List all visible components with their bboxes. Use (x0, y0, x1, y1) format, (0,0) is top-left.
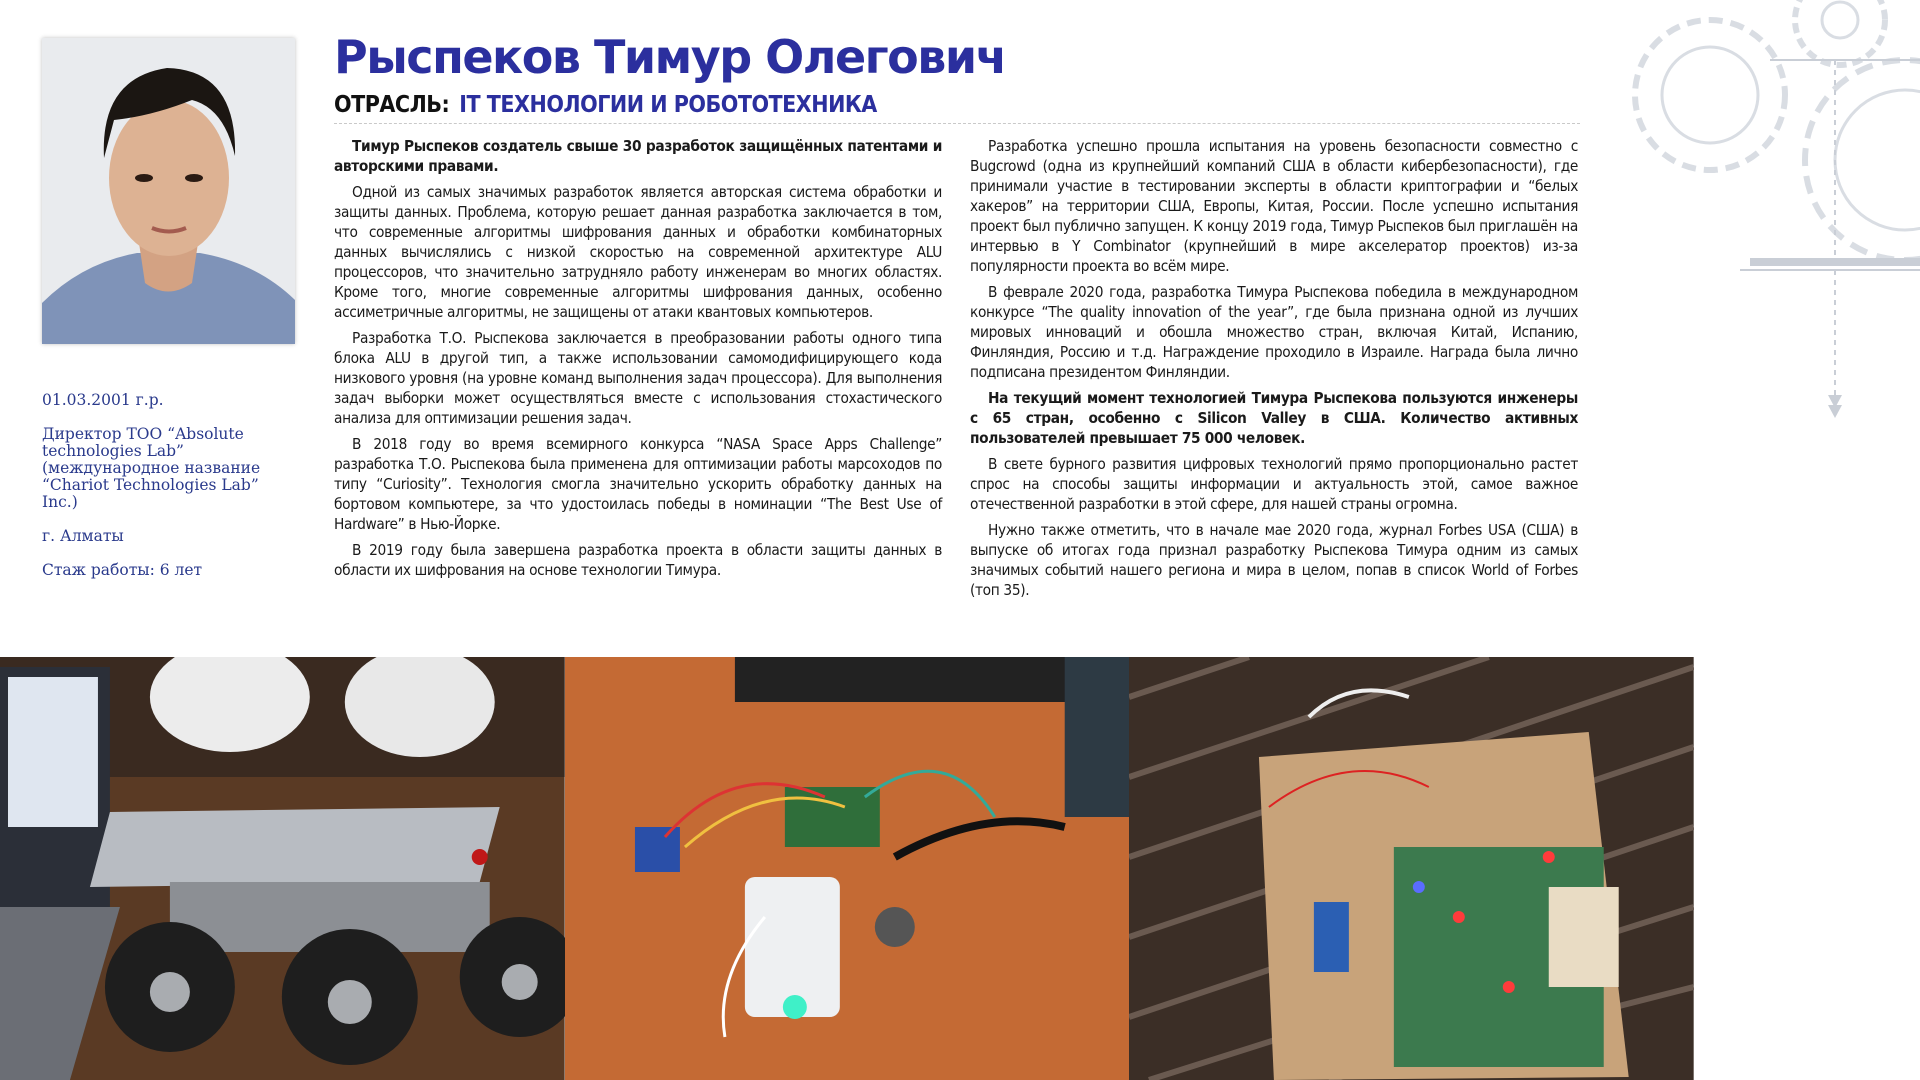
article-column-left (334, 136, 942, 586)
person-name: Рыспеков Тимур Олегович (334, 30, 1006, 84)
paragraph: На текущий момент технологией Тимура Рыспекова пользуются инженеры с 65 стран, особенно с Silicon Valley в США. Количество активных пользователей превышает 75 000 человек. (970, 389, 1578, 447)
industry-line (334, 92, 877, 118)
paragraph: В 2018 году во время всемирного конкурса “NASA Space Apps Challenge” разработка Т.О. Рыспекова была применена для оптимизации работы марсоходов по типу “Curiosity”. Технология смогла значительно ускорить обработку данных на бортовом компьютере, за что удостоилась победы в номинации “The Best Use of Hardware” в Нью-Йорке. (334, 435, 942, 533)
rover-robot-photo (0, 657, 565, 1080)
paragraph: Нужно также отметить, что в начале мае 2020 года, журнал Forbes USA (США) в выпуске об итогах года признал разработку Рыспекова Тимура одним из самых значимых событий нашего региона и мира в целом, попав в список World of Forbes (топ 35). (970, 521, 1578, 599)
article-column-right (970, 136, 1578, 606)
paragraph: Тимур Рыспеков создатель свыше 30 разработок защищённых патентами и авторскими правами. (334, 137, 942, 175)
industry-label: ОТРАСЛЬ: (334, 92, 450, 118)
paragraph: В свете бурного развития цифровых технологий прямо пропорционально растет спрос на способы защиты информации и актуальность этой, самое важное отечественной разработки в этой сфере, для нашей страны огромна. (970, 455, 1578, 513)
photo-gallery (0, 657, 1694, 1080)
gear-decoration (1600, 0, 1920, 480)
work-experience: Стаж работы: 6 лет (42, 561, 203, 579)
paragraph: В феврале 2020 года, разработка Тимура Рыспекова победила в международном конкурсе “The quality innovation of the year”, где была признана одной из лучших мировых инноваций и обошла множество стран, включая Китай, Испанию, Финляндия, Россию и т.д. Награждение проходило в Израиле. Награда была лично подписана президентом Финляндии. (970, 283, 1578, 381)
industry-value: IT ТЕХНОЛОГИИ И РОБОТОТЕХНИКА (459, 92, 877, 118)
paragraph: В 2019 году была завершена разработка проекта в области защиты данных в области их шифрования на основе технологии Тимура. (334, 541, 942, 579)
circuit-board-photo (1129, 657, 1694, 1080)
city: г. Алматы (42, 527, 124, 545)
arduino-circuit-photo (565, 657, 1130, 1080)
personal-info (42, 392, 292, 596)
paragraph: Разработка успешно прошла испытания на уровень безопасности совместно с Bugcrowd (одна из крупнейший компаний США в области кибербезопасности), где принимали участие в тестировании эксперты в области криптографии и “белых хакеров” на территории США, Европы, Китая, России. После успешно испытания проект был публично запущен. К концу 2019 года, Тимур Рыспеков был приглашён на интервью в Y Combinator (крупнейший в мире акселератор проектов) из-за популярности проекта во всём мире. (970, 137, 1578, 275)
paragraph: Одной из самых значимых разработок является авторская система обработки и защиты данных. Проблема, которую решает данная разработка заключается в том, что современные алгоритмы шифрования данных и обработки комбинаторных данных вычислялись с низкой скоростью на современной архитектуре ALU процессоров, что значительно затрудняло работу инженерам во многих областях. Кроме того, многие современные алгоритмы шифрования данных, особенно ассиметричные алгоритмы, не защищены от атаки квантовых компьютеров. (334, 183, 942, 321)
job-position: Директор ТОО “Absolute technologies Lab” (международное название “Chariot Technologies Lab” Inc.) (42, 425, 261, 511)
paragraph: Разработка Т.О. Рыспекова заключается в преобразовании работы одного типа блока ALU в другой тип, а также использовании самомодифицирующего кода низкового уровня (на уровне команд выполнения задач процессора). Для выполнения задач выборки может осуществляться вместе с использования стохастического анализа для оптимизации решения задач. (334, 329, 942, 427)
divider (334, 123, 1580, 124)
birthdate: 01.03.2001 г.р. (42, 391, 164, 409)
portrait-photo (42, 38, 295, 344)
